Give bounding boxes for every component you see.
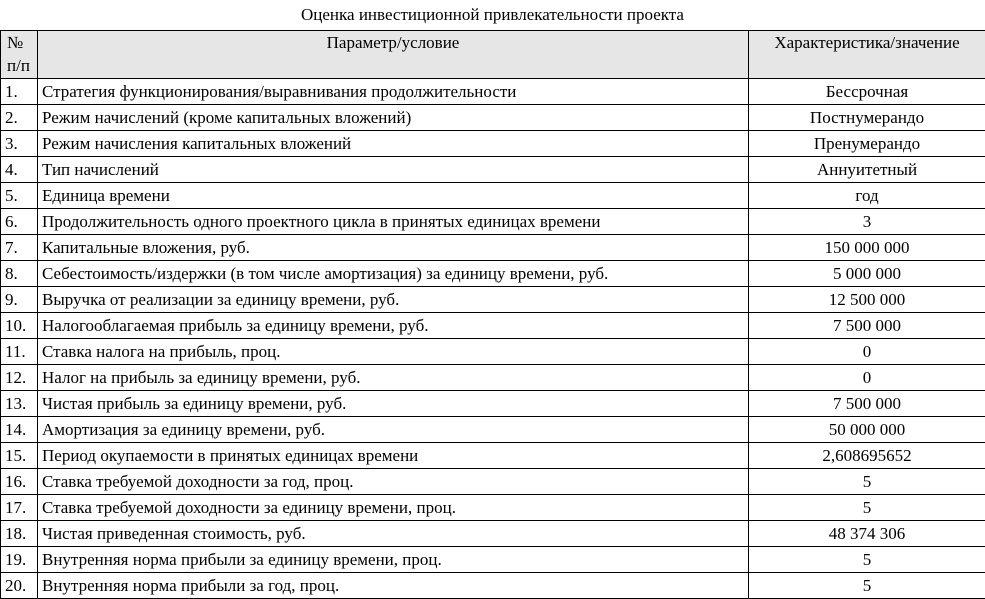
table-row: [1, 365, 985, 391]
row-number-cell: 17.: [1, 495, 38, 521]
parameter-cell: Внутренняя норма прибыли за единицу времени, проц.: [38, 547, 749, 573]
header-row: [1, 31, 985, 79]
row-number-cell: 14.: [1, 417, 38, 443]
value-cell: 150 000 000: [749, 235, 985, 261]
column-header-number: [1, 31, 38, 79]
row-number-cell: 8.: [1, 261, 38, 287]
value-cell: Постнумерандо: [749, 105, 985, 131]
parameter-cell: Ставка требуемой доходности за единицу времени, проц.: [38, 495, 749, 521]
row-number-cell: 7.: [1, 235, 38, 261]
table-row: [1, 469, 985, 495]
value-cell: год: [749, 183, 985, 209]
table-row: [1, 287, 985, 313]
parameter-cell: Продолжительность одного проектного цикла в принятых единицах времени: [38, 209, 749, 235]
parameter-cell: Налогооблагаемая прибыль за единицу времени, руб.: [38, 313, 749, 339]
value-cell: 5: [749, 469, 985, 495]
parameter-cell: Ставка требуемой доходности за год, проц.: [38, 469, 749, 495]
value-cell: 3: [749, 209, 985, 235]
value-cell: 5 000 000: [749, 261, 985, 287]
row-number-cell: 5.: [1, 183, 38, 209]
row-number-cell: 12.: [1, 365, 38, 391]
parameter-cell: Чистая приведенная стоимость, руб.: [38, 521, 749, 547]
value-cell: 5: [749, 573, 985, 599]
table-row: [1, 417, 985, 443]
value-cell: 5: [749, 495, 985, 521]
value-cell: 2,608695652: [749, 443, 985, 469]
table-row: [1, 105, 985, 131]
table-row: [1, 235, 985, 261]
table-row: [1, 313, 985, 339]
value-cell: 50 000 000: [749, 417, 985, 443]
row-number-cell: 11.: [1, 339, 38, 365]
value-cell: Пренумерандо: [749, 131, 985, 157]
row-number-cell: 6.: [1, 209, 38, 235]
table-row: [1, 339, 985, 365]
row-number-cell: 13.: [1, 391, 38, 417]
value-cell: 0: [749, 339, 985, 365]
table-row: [1, 495, 985, 521]
parameter-cell: Режим начислений (кроме капитальных вложений): [38, 105, 749, 131]
investment-table: [0, 30, 985, 599]
parameter-cell: Стратегия функционирования/выравнивания продолжительности: [38, 79, 749, 105]
column-header-value: Характеристика/значение: [749, 31, 985, 79]
table-row: [1, 547, 985, 573]
value-cell: Бессрочная: [749, 79, 985, 105]
table-row: [1, 391, 985, 417]
table-row: [1, 261, 985, 287]
row-number-cell: 9.: [1, 287, 38, 313]
row-number-cell: 15.: [1, 443, 38, 469]
row-number-cell: 1.: [1, 79, 38, 105]
row-number-cell: 16.: [1, 469, 38, 495]
parameter-cell: Амортизация за единицу времени, руб.: [38, 417, 749, 443]
row-number-cell: 2.: [1, 105, 38, 131]
parameter-cell: Выручка от реализации за единицу времени, руб.: [38, 287, 749, 313]
parameter-cell: Режим начисления капитальных вложений: [38, 131, 749, 157]
column-header-number-line1: №: [7, 33, 24, 52]
row-number-cell: 19.: [1, 547, 38, 573]
table-row: [1, 443, 985, 469]
parameter-cell: Ставка налога на прибыль, проц.: [38, 339, 749, 365]
row-number-cell: 4.: [1, 157, 38, 183]
value-cell: 48 374 306: [749, 521, 985, 547]
row-number-cell: 18.: [1, 521, 38, 547]
table-row: [1, 131, 985, 157]
table-title: Оценка инвестиционной привлекательности проекта: [301, 5, 684, 24]
row-number-cell: 20.: [1, 573, 38, 599]
parameter-cell: Тип начислений: [38, 157, 749, 183]
value-cell: 0: [749, 365, 985, 391]
parameter-cell: Чистая прибыль за единицу времени, руб.: [38, 391, 749, 417]
value-cell: 5: [749, 547, 985, 573]
parameter-cell: Единица времени: [38, 183, 749, 209]
value-cell: 7 500 000: [749, 391, 985, 417]
table-row: [1, 157, 985, 183]
row-number-cell: 3.: [1, 131, 38, 157]
parameter-cell: Налог на прибыль за единицу времени, руб.: [38, 365, 749, 391]
table-row: [1, 183, 985, 209]
table-row: [1, 209, 985, 235]
column-header-number-line2: п/п: [7, 56, 30, 75]
table-row: [1, 573, 985, 599]
value-cell: Аннуитетный: [749, 157, 985, 183]
column-header-parameter: Параметр/условие: [38, 31, 749, 79]
value-cell: 12 500 000: [749, 287, 985, 313]
table-row: [1, 79, 985, 105]
parameter-cell: Капитальные вложения, руб.: [38, 235, 749, 261]
table-body: [1, 79, 985, 599]
table-row: [1, 521, 985, 547]
parameter-cell: Период окупаемости в принятых единицах времени: [38, 443, 749, 469]
parameter-cell: Себестоимость/издержки (в том числе амортизация) за единицу времени, руб.: [38, 261, 749, 287]
value-cell: 7 500 000: [749, 313, 985, 339]
row-number-cell: 10.: [1, 313, 38, 339]
parameter-cell: Внутренняя норма прибыли за год, проц.: [38, 573, 749, 599]
